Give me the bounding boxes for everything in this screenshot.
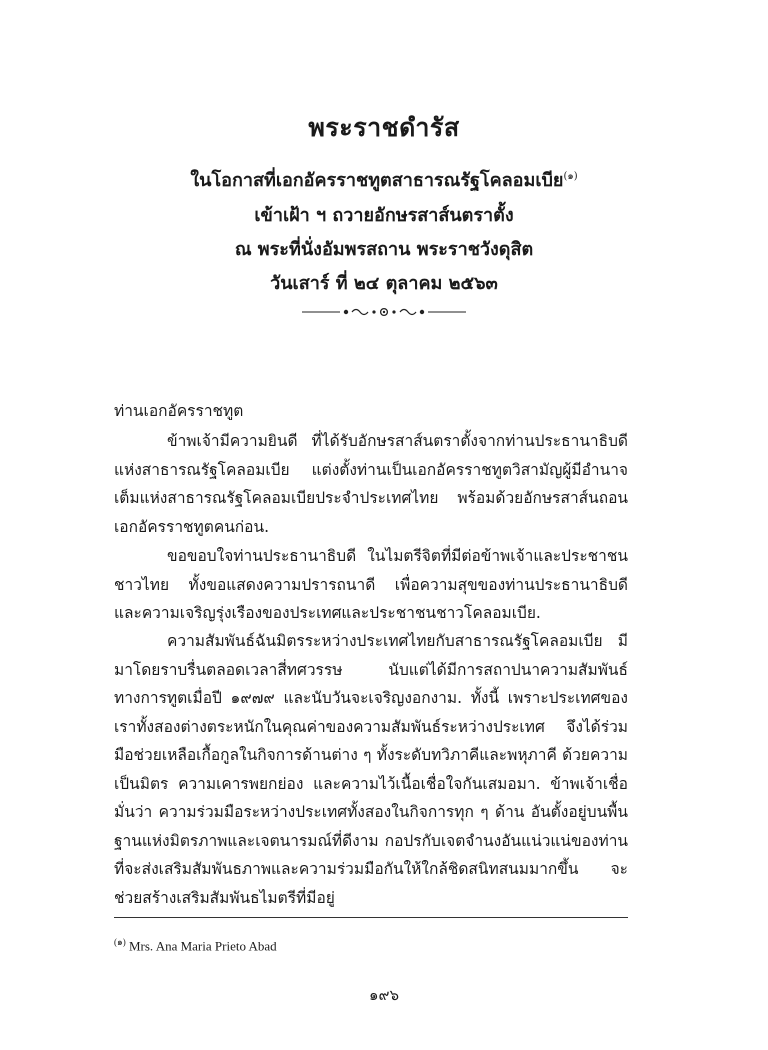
subtitle-occasion-text: ในโอกาสที่เอกอัครราชทูตสาธารณรัฐโคลอมเบีย: [190, 170, 564, 191]
decorative-divider-icon: [300, 304, 468, 320]
salutation: ท่านเอกอัครราชทูต: [114, 402, 244, 420]
subtitle-occasion: [0, 165, 768, 194]
subtitle-venue: ณ พระที่นั่งอัมพรสถาน พระราชวังดุสิต: [234, 239, 534, 260]
footnote-divider: [114, 917, 628, 918]
footnote: [114, 935, 277, 954]
page-number: ๑๙๖: [368, 986, 400, 1004]
paragraph-1: ข้าพเจ้ามีความยินดี ที่ได้รับอักษรสาส์นตราตั้งจากท่านประธานาธิบดีแห่งสาธารณรัฐโคลอมเบีย แต่งตั้งท่านเป็นเอกอัครราชทูตวิสามัญผู้มีอำนาจเต็มแห่งสาธารณรัฐโคลอมเบียประจำประเทศไทย พร้อมด้วยอักษรสาส์นถอนเอกอัครราชทูตคนก่อน.: [114, 432, 628, 536]
subtitle-date: วันเสาร์ ที่ ๒๔ ตุลาคม ๒๕๖๓: [270, 273, 498, 294]
footnote-text: Mrs. Ana Maria Prieto Abad: [128, 938, 277, 954]
paragraph-2: ขอขอบใจท่านประธานาธิบดี ในไมตรีจิตที่มีต่อข้าพเจ้าและประชาชนชาวไทย ทั้งขอแสดงความปรารถนาดี เพื่อความสุขของท่านประธานาธิบดี และความเจริญรุ่งเรืองของประเทศและประชาชนชาวโคลอมเบีย.: [114, 547, 628, 622]
page-title: พระราชดำรัส: [308, 113, 460, 142]
paragraph-3: ความสัมพันธ์ฉันมิตรระหว่างประเทศไทยกับสาธารณรัฐโคลอมเบีย มีมาโดยราบรื่นตลอดเวลาสี่ทศวรรษ นับแต่ได้มีการสถาปนาความสัมพันธ์ทางการทูตเมื่อปี ๑๙๗๙ และนับวันจะเจริญงอกงาม. ทั้งนี้ เพราะประเทศของเราทั้งสองต่างตระหนักในคุณค่าของความสัมพันธ์ระหว่างประเทศ จึงได้ร่วมมือช่วยเหลือเกื้อกูลในกิจการด้านต่าง ๆ ทั้งระดับทวิภาคีและพหุภาคี ด้วยความเป็นมิตร ความเคารพยกย่อง และความไว้เนื้อเชื่อใจกันเสมอมา. ข้าพเจ้าเชื่อมั่นว่า ความร่วมมือระหว่างประเทศทั้งสองในกิจการทุก ๆ ด้าน อันตั้งอยู่บนพื้นฐานแห่งมิตรภาพและเจตนารมณ์ที่ดีงาม กอปรกับเจตจำนงอันแน่วแน่ของท่าน ที่จะส่งเสริมสัมพันธภาพและความร่วมมือกันให้ใกล้ชิดสนิทสนมมากขึ้น จะช่วยสร้างเสริมสัมพันธไมตรีที่มีอยู่: [114, 632, 628, 907]
footnote-mark: (๑): [114, 937, 126, 947]
footnote-reference: (๑): [563, 171, 578, 182]
subtitle-audience: เข้าเฝ้า ฯ ถวายอักษรสาส์นตราตั้ง: [254, 205, 514, 226]
